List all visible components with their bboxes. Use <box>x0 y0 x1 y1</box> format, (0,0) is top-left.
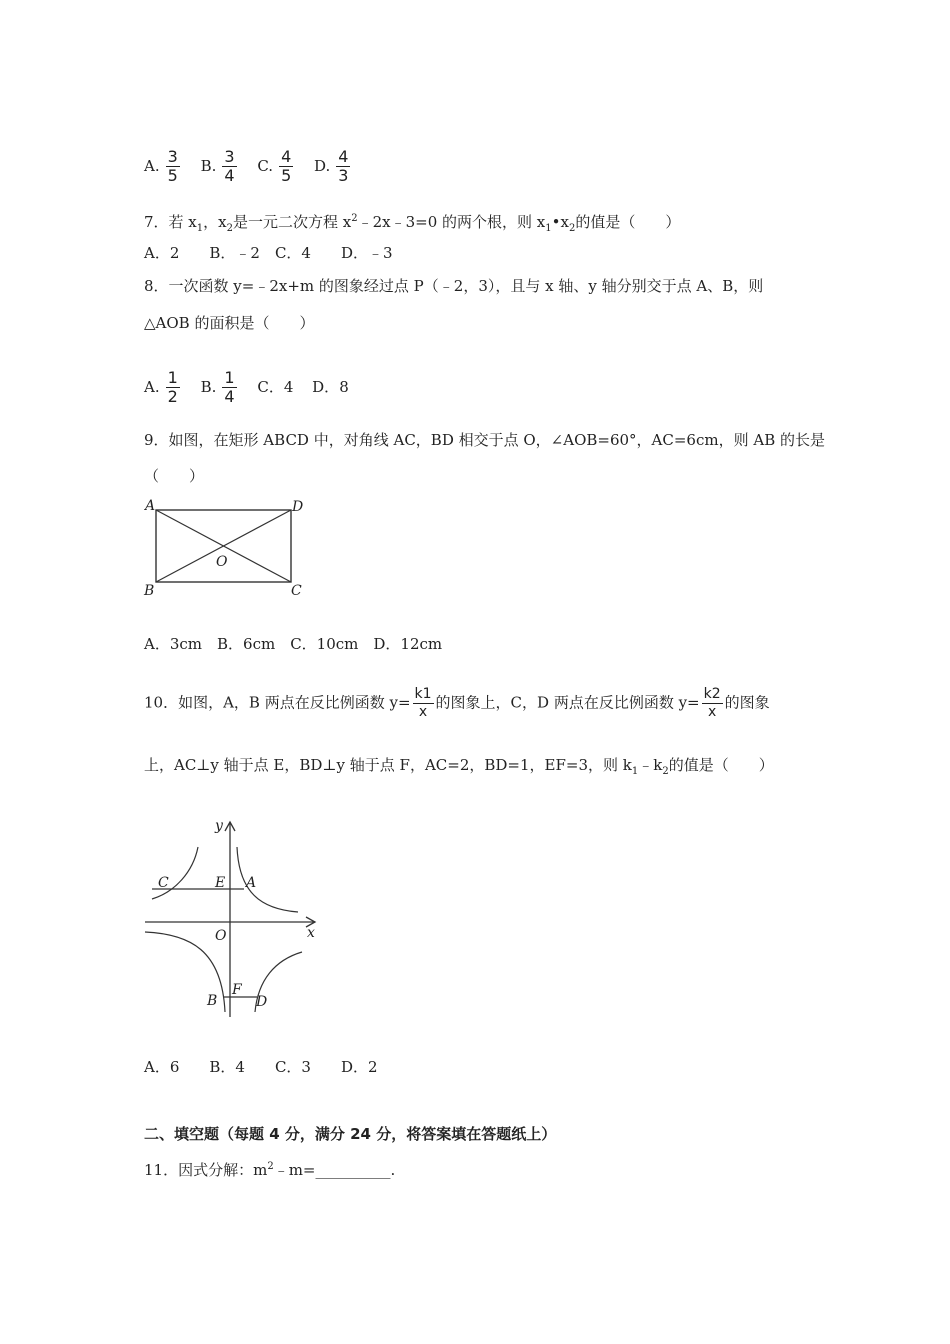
q7-question: 7．若 $x_1$，$x_2$是一元二次方程 $x^2﹣2x﹣3=0$ 的两个根，则 $x_1•x_2$的值是（ ） <box>144 213 681 234</box>
label-o: O <box>215 928 227 944</box>
q8-option-b[interactable]: B. $\frac{1}{4}$ <box>200 368 235 406</box>
label-a: A <box>246 875 257 891</box>
q8-option-c[interactable]: C．4 <box>257 377 294 396</box>
fraction-k1-over-x: $\frac{k1}{x}$ <box>414 686 432 720</box>
q8-options <box>144 369 363 406</box>
q11-question: 11．因式分解：$m^2﹣m=\_\_\_\_\_\_\_\_\_\_$. <box>144 1161 396 1179</box>
q10-options[interactable]: A．6 B．4 C．3 D．2 <box>144 1058 378 1076</box>
label-x: x <box>307 925 315 941</box>
label-o: O <box>216 554 228 570</box>
q8-question-line2: △AOB 的面积是（ ） <box>144 314 315 332</box>
q6-options <box>144 148 366 185</box>
label-y: y <box>215 818 223 834</box>
q9-rectangle-figure <box>140 494 320 604</box>
q11-answer-blank[interactable]: __________ <box>315 1161 391 1179</box>
q9-question-line2: （ ） <box>144 467 205 485</box>
fraction-k2-over-x: $\frac{k2}{x}$ <box>703 686 721 720</box>
label-b: B <box>144 583 155 599</box>
q6-option-b[interactable]: B. $\frac{3}{4}$ <box>200 147 235 185</box>
q10-hyperbola-figure <box>140 812 330 1027</box>
label-a: A <box>145 498 156 514</box>
q6-option-a[interactable]: A. $\frac{3}{5}$ <box>144 147 178 185</box>
q8-option-d[interactable]: D．8 <box>312 377 349 396</box>
q7-options[interactable]: A．2 B．﹣2 C．4 D．﹣3 <box>144 244 393 262</box>
q8-option-a[interactable]: A. $\frac{1}{2}$ <box>144 368 178 406</box>
q9-options[interactable]: A．3cm B．6cm C．10cm D．12cm <box>144 635 443 653</box>
q10-question-line1: 10．如图，A，B 两点在反比例函数 y= $\frac{k1}{x}$ 的图象上，C，D 两点在反比例函数 y= $\frac{k2}{x}$ 的图象 <box>144 686 770 720</box>
label-b: B <box>207 993 218 1009</box>
label-c: C <box>158 875 169 891</box>
q6-option-d[interactable]: D. $\frac{4}{3}$ <box>314 147 349 185</box>
curve-c-branch <box>152 847 198 899</box>
q10-question-line2: 上，AC⊥y 轴于点 E，BD⊥y 轴于点 F，AC=2，BD=1，EF=3，则 $k_1﹣k_2$的值是（ ） <box>144 756 774 777</box>
section2-heading: 二、填空题（每题 4 分，满分 24 分，将答案填在答题纸上） <box>144 1125 557 1143</box>
label-d: D <box>292 499 304 515</box>
q6-option-c[interactable]: C. $\frac{4}{5}$ <box>257 147 292 185</box>
label-c: C <box>291 583 302 599</box>
label-f: F <box>232 982 242 998</box>
q9-question-line1: 9．如图，在矩形 ABCD 中，对角线 AC，BD 相交于点 O，∠AOB=60°，AC=6cm，则 AB 的长是 <box>144 431 825 449</box>
label-d: D <box>256 994 268 1010</box>
label-e: E <box>215 875 226 891</box>
q8-question-line1: 8．一次函数 y=﹣2x+m 的图象经过点 P（﹣2，3），且与 x 轴、y 轴分别交于点 A、B，则 <box>144 277 764 295</box>
